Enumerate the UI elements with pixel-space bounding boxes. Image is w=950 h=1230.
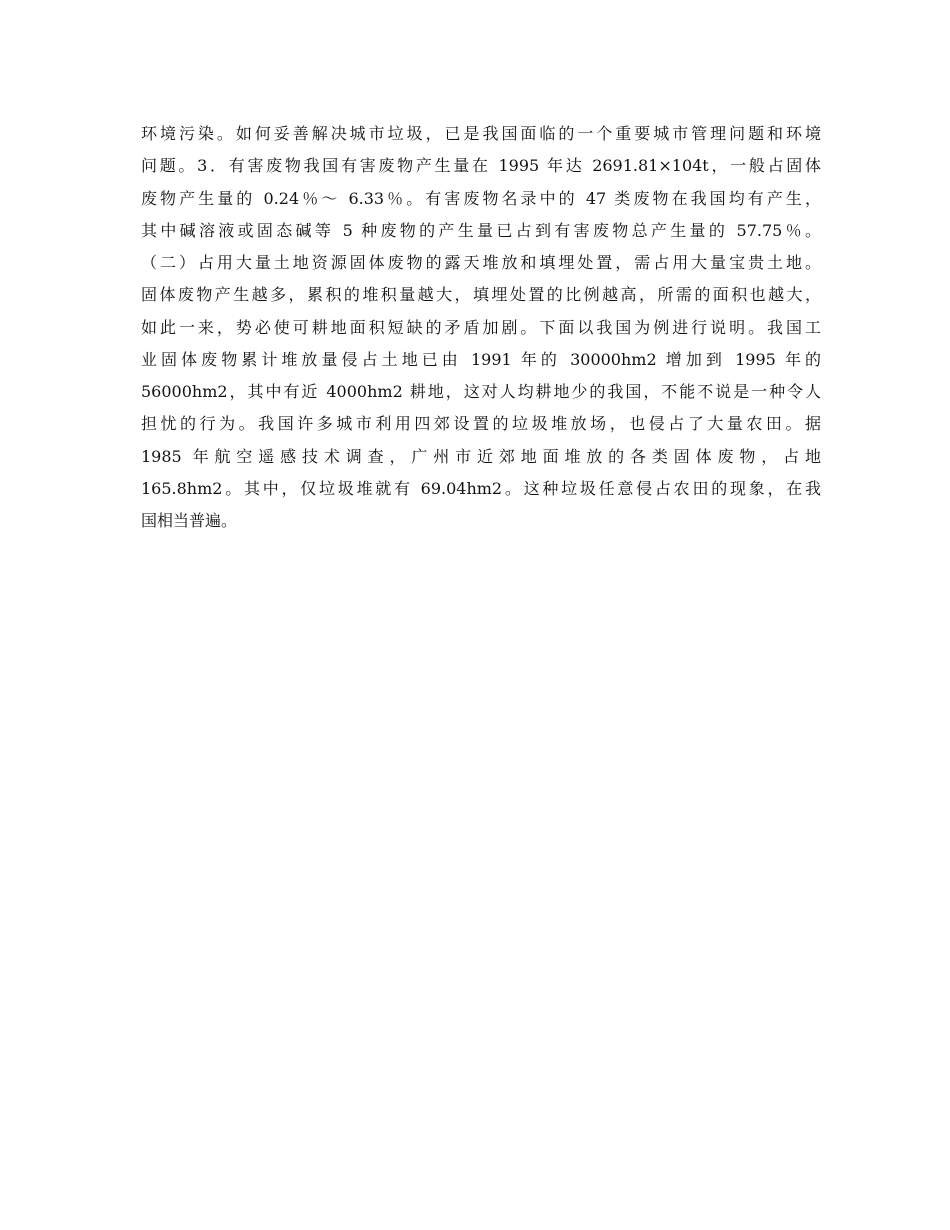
text-line: 废物产生量的 0.24％～ 6.33％。有害废物名录中的 47 类废物在我国均有产生， [141,188,821,208]
text-line: 环境污染。如何妥善解决城市垃圾，已是我国面临的一个重要城市管理问题和环境 [141,124,821,143]
text-line: 问题。3．有害废物我国有害废物产生量在 1995 年达 2691.81×104t，一般占固体 [141,156,821,176]
text-line: 如此一来，势必使可耕地面积短缺的矛盾加剧。下面以我国为例进行说明。我国工 [141,317,821,337]
text-line: 担忧的行为。我国许多城市利用四郊设置的垃圾堆放场，也侵占了大量农田。据 [141,414,821,434]
text-line: 国相当普遍。 [141,511,238,530]
text-line: 165.8hm2。其中，仅垃圾堆就有 69.04hm2。这种垃圾任意侵占农田的现象，在我 [141,478,821,498]
text-line: 业固体废物累计堆放量侵占土地已由 1991 年的 30000hm2 增加到 1995 年的 [141,349,821,369]
text-line: （二）占用大量土地资源固体废物的露天堆放和填埋处置，需占用大量宝贵土地。 [141,253,821,272]
text-line: 固体废物产生越多，累积的堆积量越大，填埋处置的比例越高，所需的面积也越大， [141,285,821,305]
text-line: 56000hm2，其中有近 4000hm2 耕地，这对人均耕地少的我国，不能不说是一种令人 [141,382,821,401]
text-line: 其中碱溶液或固态碱等 5 种废物的产生量已占到有害废物总产生量的 57.75％。 [141,220,821,240]
body-paragraph [141,118,821,537]
text-line: 1985 年航空遥感技术调查，广州市近郊地面堆放的各类固体废物，占地 [141,446,821,466]
